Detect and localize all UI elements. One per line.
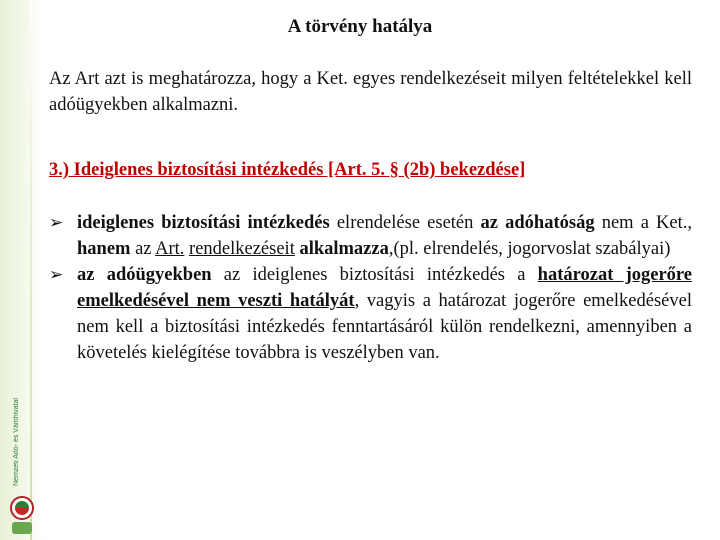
list-item	[49, 262, 692, 366]
bullet-text-bold: az adóhatóság	[480, 213, 595, 233]
bullet-text-bold: adóügyekben	[106, 265, 212, 285]
bullet-text-bold: az	[77, 265, 95, 285]
bullet-text-underlined: rendelkezéseit	[189, 239, 295, 259]
intro-paragraph: Az Art azt is meghatározza, hogy a Ket. egyes rendelkezéseit milyen feltételekkel kell adóügyekben alkalmazni.	[49, 69, 692, 115]
bullet-text-bold: alkalmazza	[299, 239, 389, 259]
logo-text: Nemzeti Adó- és Vámhivatal	[13, 398, 20, 486]
bullet-text: az ideiglenes biztosítási intézkedés a	[211, 265, 538, 285]
bullet-text: elrendelése esetén	[329, 213, 481, 233]
bullet-text: az	[130, 239, 156, 259]
page-title: A törvény hatálya	[287, 16, 433, 37]
bullet-text	[94, 265, 106, 285]
arrow-right-icon: ➢	[49, 265, 64, 285]
bullet-text: , vagyis a határozat jogerőre emelkedésével nem kell a biztosítási intézkedés fenntartásáról külön rendelkezni, amennyiben a követelés kielégítése továbbra is veszélyben van.	[77, 291, 692, 363]
bullet-text: ,(pl. elrendelés, jogorvoslat szabályai)	[388, 239, 671, 259]
bullet-list	[49, 210, 692, 366]
bullet-text-bold: hanem	[77, 239, 131, 259]
arrow-right-icon: ➢	[49, 213, 64, 233]
bullet-text: nem a Ket.,	[594, 213, 693, 233]
bullet-text-bold: ideiglenes biztosítási intézkedés	[77, 213, 330, 233]
section-heading: 3.) Ideiglenes biztosítási intézkedés [Art. 5. § (2b) bekezdése]	[49, 160, 526, 180]
bullet-text-bold-underlined: határozat jogerőre emelkedésével nem veszti hatályát	[77, 265, 693, 311]
list-item	[49, 210, 692, 262]
bullet-text-underlined: Art.	[155, 239, 185, 259]
